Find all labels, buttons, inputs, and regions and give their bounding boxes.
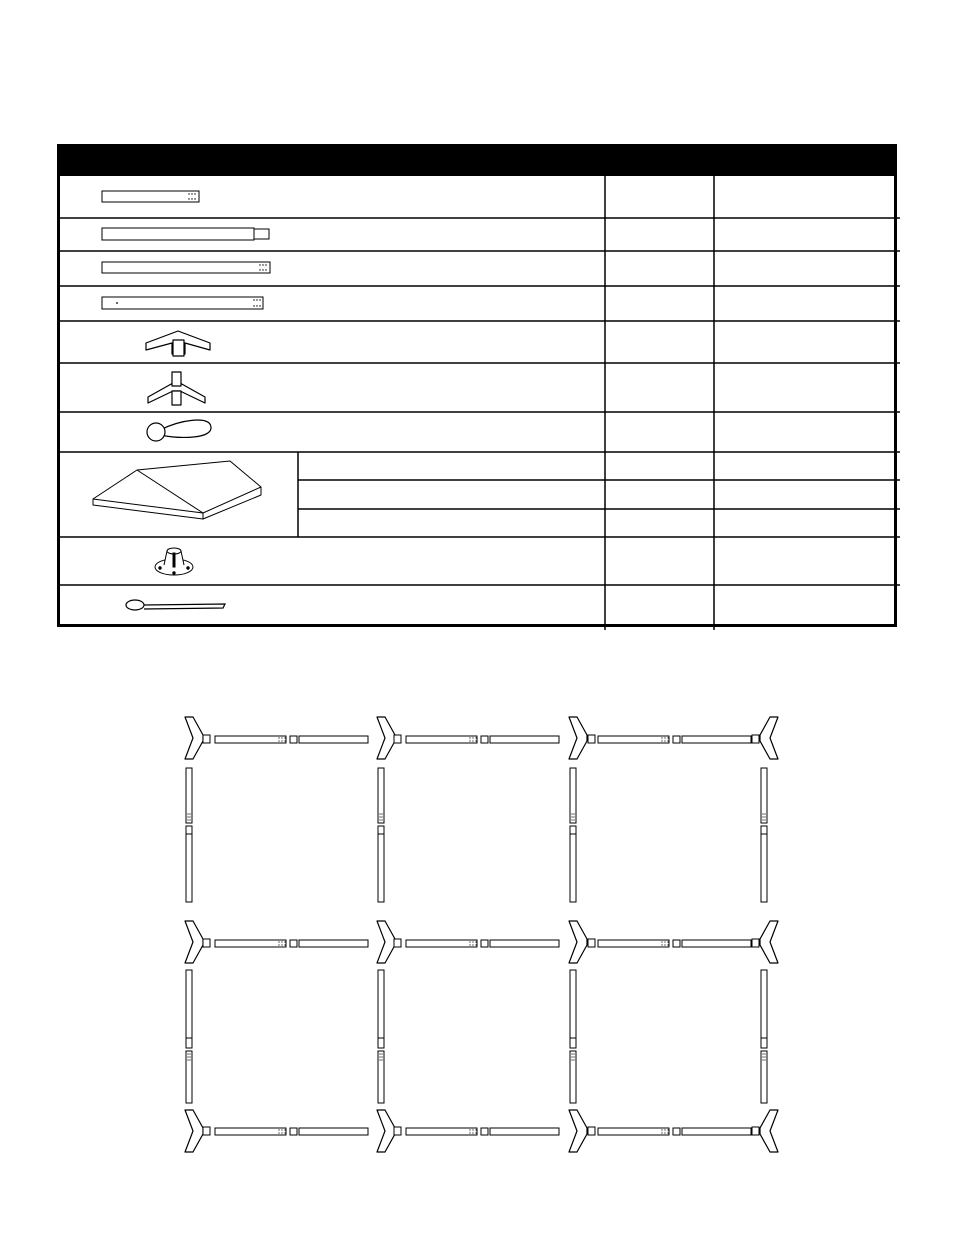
long-pole-icon [102,262,270,273]
corner-connector-icon [185,717,210,759]
table-grid [60,147,900,630]
four-way-connector-icon [148,372,205,405]
canopy-top-icon [93,461,261,519]
tube-icon [215,736,286,743]
frame-layout-diagram [0,700,954,1160]
stake-icon [126,600,225,610]
t-connector-icon [146,331,210,356]
side-connector-icon [569,717,595,759]
ridge-pole-icon [102,297,263,309]
foot-plate-icon [155,548,193,575]
parts-table [57,144,897,627]
leg-pole-icon [102,228,269,240]
short-pole-icon [102,191,199,202]
corner-connector-icon [752,717,778,759]
side-connector-icon [377,717,401,759]
bungee-ball-icon [147,420,211,441]
